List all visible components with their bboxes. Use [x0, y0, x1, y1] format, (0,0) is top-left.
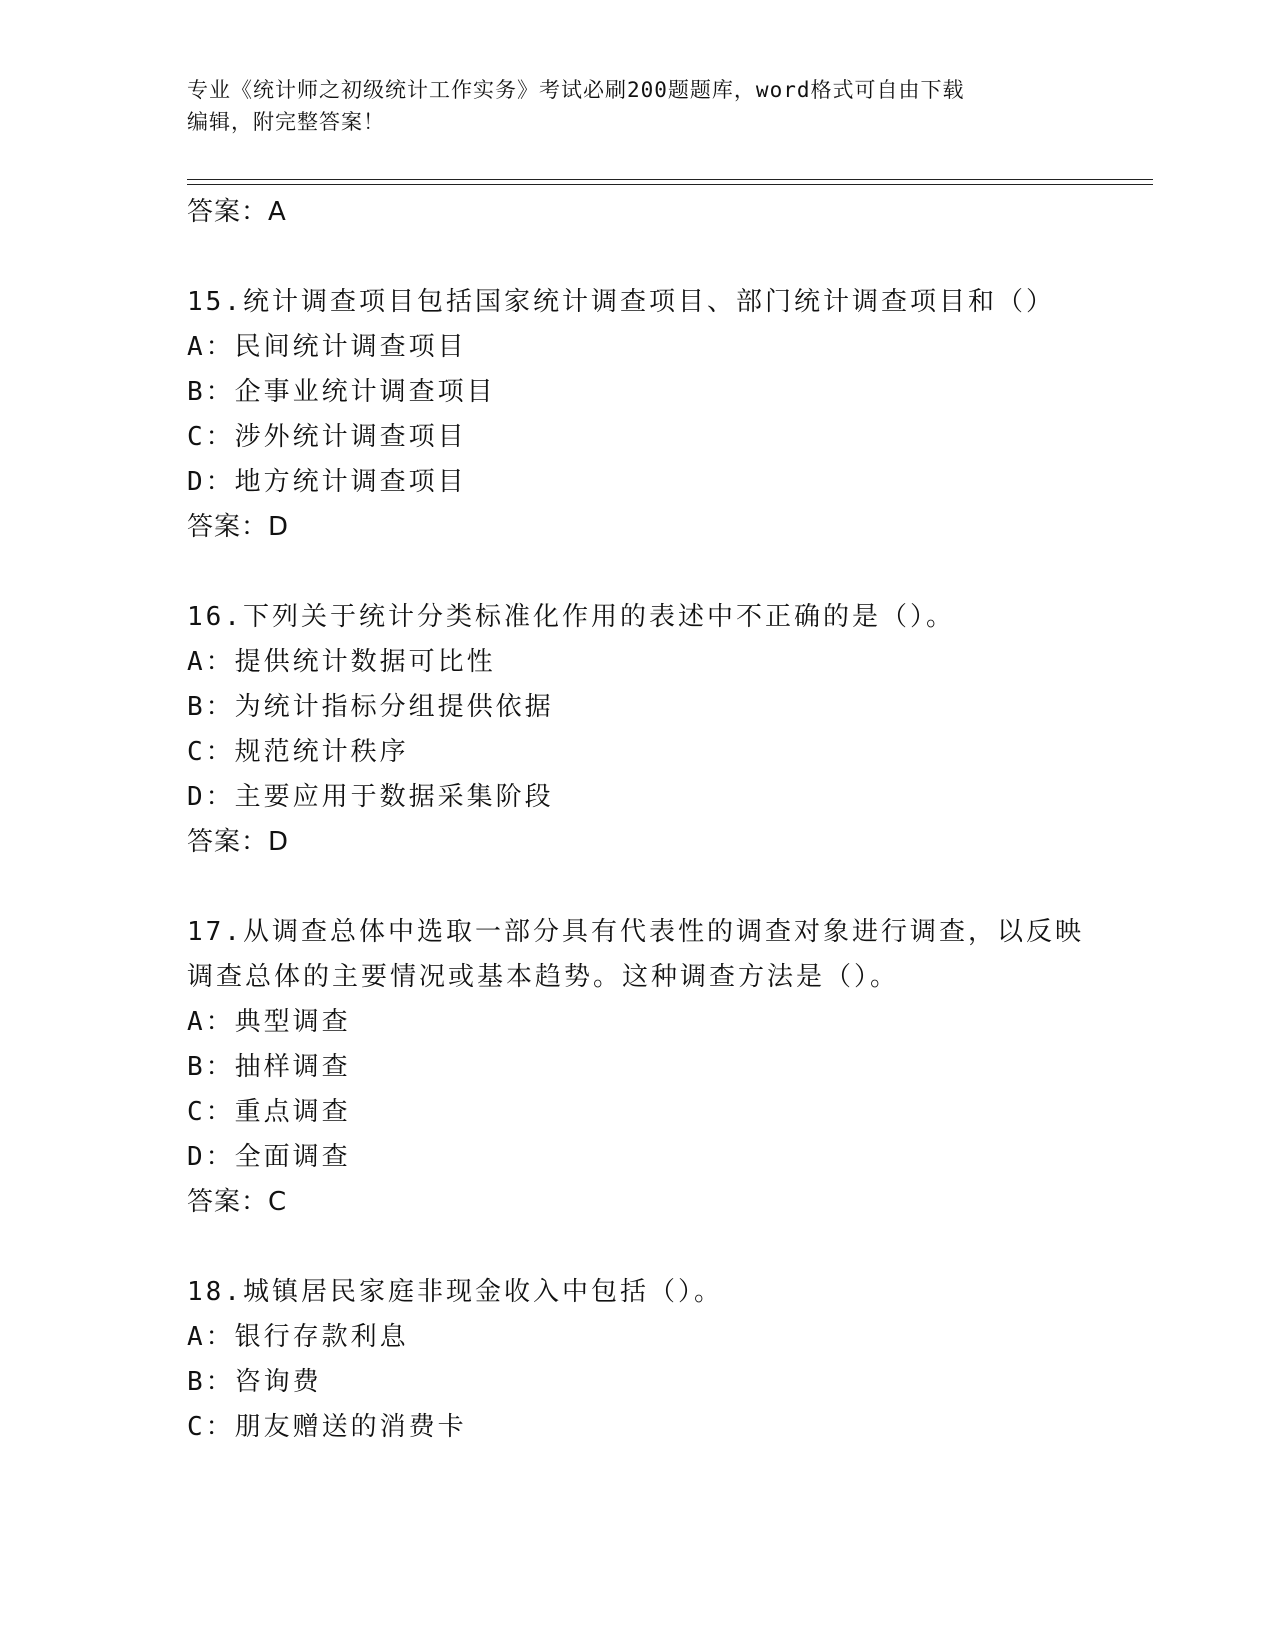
option-d: D：主要应用于数据采集阶段	[187, 782, 554, 812]
header-line-2: 编辑，附完整答案！	[187, 110, 385, 134]
question-text: 16.下列关于统计分类标准化作用的表述中不正确的是（）。	[187, 602, 955, 632]
question-16	[187, 595, 1087, 865]
option-b: B：为统计指标分组提供依据	[187, 692, 554, 722]
question-17	[187, 910, 1087, 1225]
option-d: D：全面调查	[187, 1142, 351, 1172]
option-a: A：典型调查	[187, 1007, 351, 1037]
option-c: C：规范统计秩序	[187, 737, 409, 767]
header-line-1: 专业《统计师之初级统计工作实务》考试必刷200题题库，word格式可自由下载	[187, 78, 965, 102]
question-list	[187, 190, 1087, 1450]
answer: 答案：C	[187, 1187, 288, 1217]
answer: 答案：D	[187, 512, 290, 542]
header-divider-bottom	[187, 184, 1153, 185]
option-c: C：朋友赠送的消费卡	[187, 1412, 467, 1442]
option-c: C：涉外统计调查项目	[187, 422, 467, 452]
question-15	[187, 280, 1087, 550]
option-a: A：民间统计调查项目	[187, 332, 467, 362]
option-b: B：抽样调查	[187, 1052, 351, 1082]
question-text: 15.统计调查项目包括国家统计调查项目、部门统计调查项目和（）	[187, 287, 1055, 317]
option-b: B：咨询费	[187, 1367, 322, 1397]
option-b: B：企事业统计调查项目	[187, 377, 496, 407]
option-a: A：银行存款利息	[187, 1322, 409, 1352]
answer: 答案：D	[187, 827, 290, 857]
question-text: 17.从调查总体中选取一部分具有代表性的调查对象进行调查，以反映调查总体的主要情况或基本趋势。这种调查方法是（）。	[187, 917, 1084, 992]
option-c: C：重点调查	[187, 1097, 351, 1127]
option-d: D：地方统计调查项目	[187, 467, 467, 497]
question-18	[187, 1270, 1087, 1450]
document-header	[187, 74, 1087, 138]
option-a: A：提供统计数据可比性	[187, 647, 496, 677]
header-divider-top	[187, 179, 1153, 180]
question-text: 18.城镇居民家庭非现金收入中包括（）。	[187, 1277, 723, 1307]
previous-answer: 答案：A	[187, 197, 287, 227]
